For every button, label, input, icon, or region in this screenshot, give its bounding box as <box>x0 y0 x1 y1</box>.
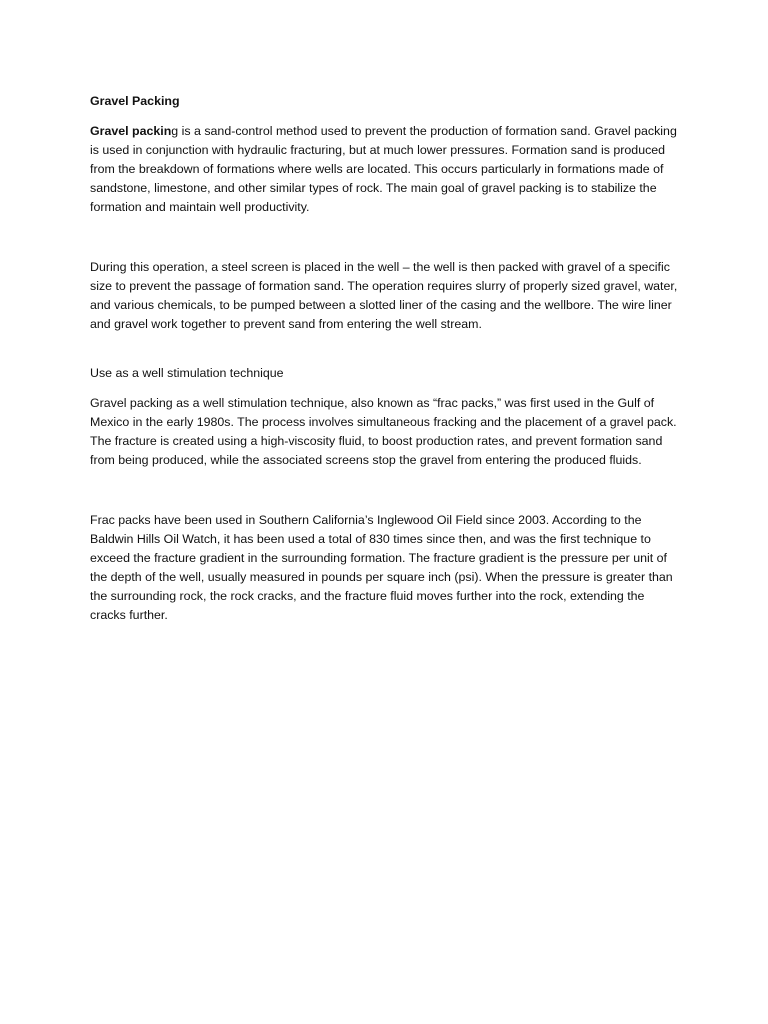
spacer <box>90 334 680 364</box>
paragraph-operation: During this operation, a steel screen is placed in the well – the well is then packed with gravel of a specific size to prevent the passage of formation sand. The operation requires slurry of properly sized gravel, water, and various chemicals, to be pumped between a slotted liner of the casing and the wellbore. The wire liner and gravel work together to prevent sand from entering the well stream. <box>90 260 678 331</box>
section-subheading: Use as a well stimulation technique <box>90 366 284 380</box>
paragraph-inglewood: Frac packs have been used in Southern California’s Inglewood Oil Field since 2003. According to the Baldwin Hills Oil Watch, it has been used a total of 830 times since then, and was the first technique to exceed the fracture gradient in the surrounding formation. The fracture gradient is the pressure per unit of the depth of the well, usually measured in pounds per square inch (psi). When the pressure is greater than the surrounding rock, the rock cracks, and the fracture fluid moves further into the rock, extending the cracks further. <box>90 513 673 622</box>
paragraph-intro <box>90 122 680 217</box>
paragraph-intro-lead: Gravel packin <box>90 124 172 138</box>
paragraph-frac-packs: Gravel packing as a well stimulation technique, also known as “frac packs,” was first used in the Gulf of Mexico in the early 1980s. The process involves simultaneous fracking and the placement of a gravel pack. The fracture is created using a high-viscosity fluid, to boost production rates, and prevent formation sand from being produced, while the associated screens stop the gravel from entering the produced fluids. <box>90 396 677 467</box>
document-title: Gravel Packing <box>90 94 180 108</box>
spacer <box>90 470 680 500</box>
paragraph-intro-text: g is a sand-control method used to prevent the production of formation sand. Gravel packing is used in conjunction with hydraulic fracturing, but at much lower pressures. Formation sand is produced from the breakdown of formations where wells are located. This occurs particularly in formations made of sandstone, limestone, and other similar types of rock. The main goal of gravel packing is to stabilize the formation and maintain well productivity. <box>90 124 677 214</box>
spacer <box>90 500 680 511</box>
spacer <box>90 383 680 394</box>
spacer <box>90 217 680 247</box>
spacer <box>90 247 680 258</box>
document-body <box>90 92 680 625</box>
